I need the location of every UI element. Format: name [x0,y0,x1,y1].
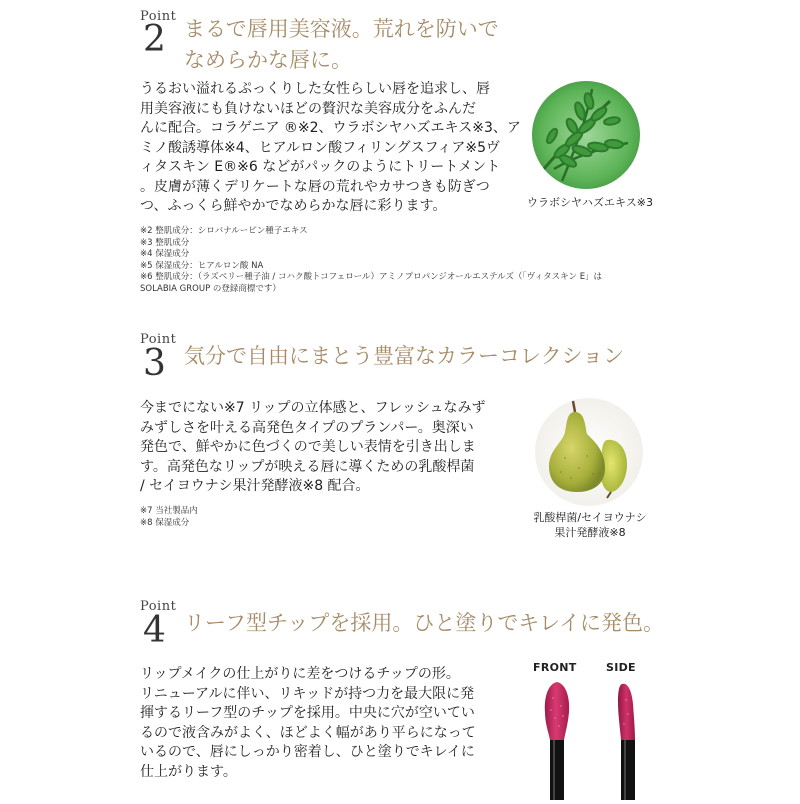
section-body [140,399,530,497]
body-line: みずしさを叶える高発色タイプのプランパー。奥深い [140,419,474,436]
section-heading: 気分で自由にまとう豊富なカラーコレクション [184,344,625,368]
point-label: Point [140,332,177,347]
body-line: ミノ酸誘導体※4、ヒアルロン酸フィリングスフィア※5ヴ [140,139,501,156]
body-line: 用美容液にも負けないほどの贅沢な美容成分をふんだ [140,100,476,117]
body-line: す。高発色なリップが映える唇に導くための乳酸桿菌 [140,458,475,475]
front-tip-image [537,678,577,800]
section-heading: リーフ型チップを採用。ひと塗りでキレイに発色。 [184,611,665,635]
caption-line: 乳酸桿菌/セイヨウナシ [533,511,647,524]
body-line: 揮するリーフ型のチップを採用。中央に穴が空いてい [140,705,475,721]
section-heading-line-2: なめらかな唇に。 [184,48,352,72]
point-label: Point [140,599,177,614]
section-heading-line-1: まるで唇用美容液。荒れを防いで [184,17,499,41]
body-line: 発色で、鮮やかに色づくので美しい表情を引き出しま [140,439,476,455]
image-caption: ウラボシヤハズエキス※3 [527,196,653,209]
footnote: ※5 保湿成分：ヒアルロン酸 NA [140,260,264,271]
point-number: 4 [143,610,166,651]
fern-extract-image [532,81,640,189]
point-label: Point [140,9,177,24]
point-number: 3 [143,343,166,384]
footnote: SOLABIA GROUP の登録商標です） [140,283,281,294]
body-line: 今までにない※7 リップの立体感と、フレッシュなみず [140,400,486,416]
body-line: ィタスキン E®※6 などがパックのようにトリートメント [140,159,501,175]
body-line: いるので、唇にしっかり密着し、ひと塗りでキレイに [140,744,475,760]
body-line: 。皮膚が薄くデリケートな唇の荒れやカサつきも防ぎつ [140,178,490,195]
side-label: SIDE [606,661,636,674]
body-line: リップメイクの仕上がりに差をつけるチップの形。 [140,666,460,682]
pear-image [535,398,643,506]
body-line: うるおい溢れるぷっくりした女性らしい唇を追求し、唇 [140,81,490,97]
footnote: ※2 整肌成分：シロバナルーピン種子エキス [140,226,308,236]
side-tip-image [608,678,648,800]
front-label: FRONT [533,661,577,674]
image-caption [505,510,675,540]
caption-line: 果汁発酵液※8 [554,526,626,539]
body-line: / セイヨウナシ果汁発酵液※8 配合。 [140,478,370,494]
footnotes [140,226,670,295]
footnote: ※3 整肌成分 [140,237,190,248]
section-body [140,80,530,217]
footnotes [140,506,340,529]
body-line: つ、ふっくら鮮やかでなめらかな唇に彩ります。 [140,198,447,214]
footnote: ※8 保湿成分 [140,517,190,528]
body-line: んに配合。コラゲニア ®※2、ウラボシヤハズエキス※3、ア [140,120,521,136]
footnote: ※4 保湿成分 [140,249,190,259]
section-body [140,665,520,782]
body-line: 仕上がります。 [140,763,237,780]
body-line: リニューアルに伴い、リキッドが持つ力を最大限に発 [140,685,475,702]
footnote: ※7 当社製品内 [140,506,198,516]
point-number: 2 [143,19,166,60]
footnote: ※6 整肌成分：（ラズベリー種子油 / コハク酸トコフェロール）アミノプロパンジオールエステルズ（「ヴィタスキン E」は [140,272,603,282]
body-line: るので液含みがよく、ほどよく幅があり平らになって [140,724,476,741]
